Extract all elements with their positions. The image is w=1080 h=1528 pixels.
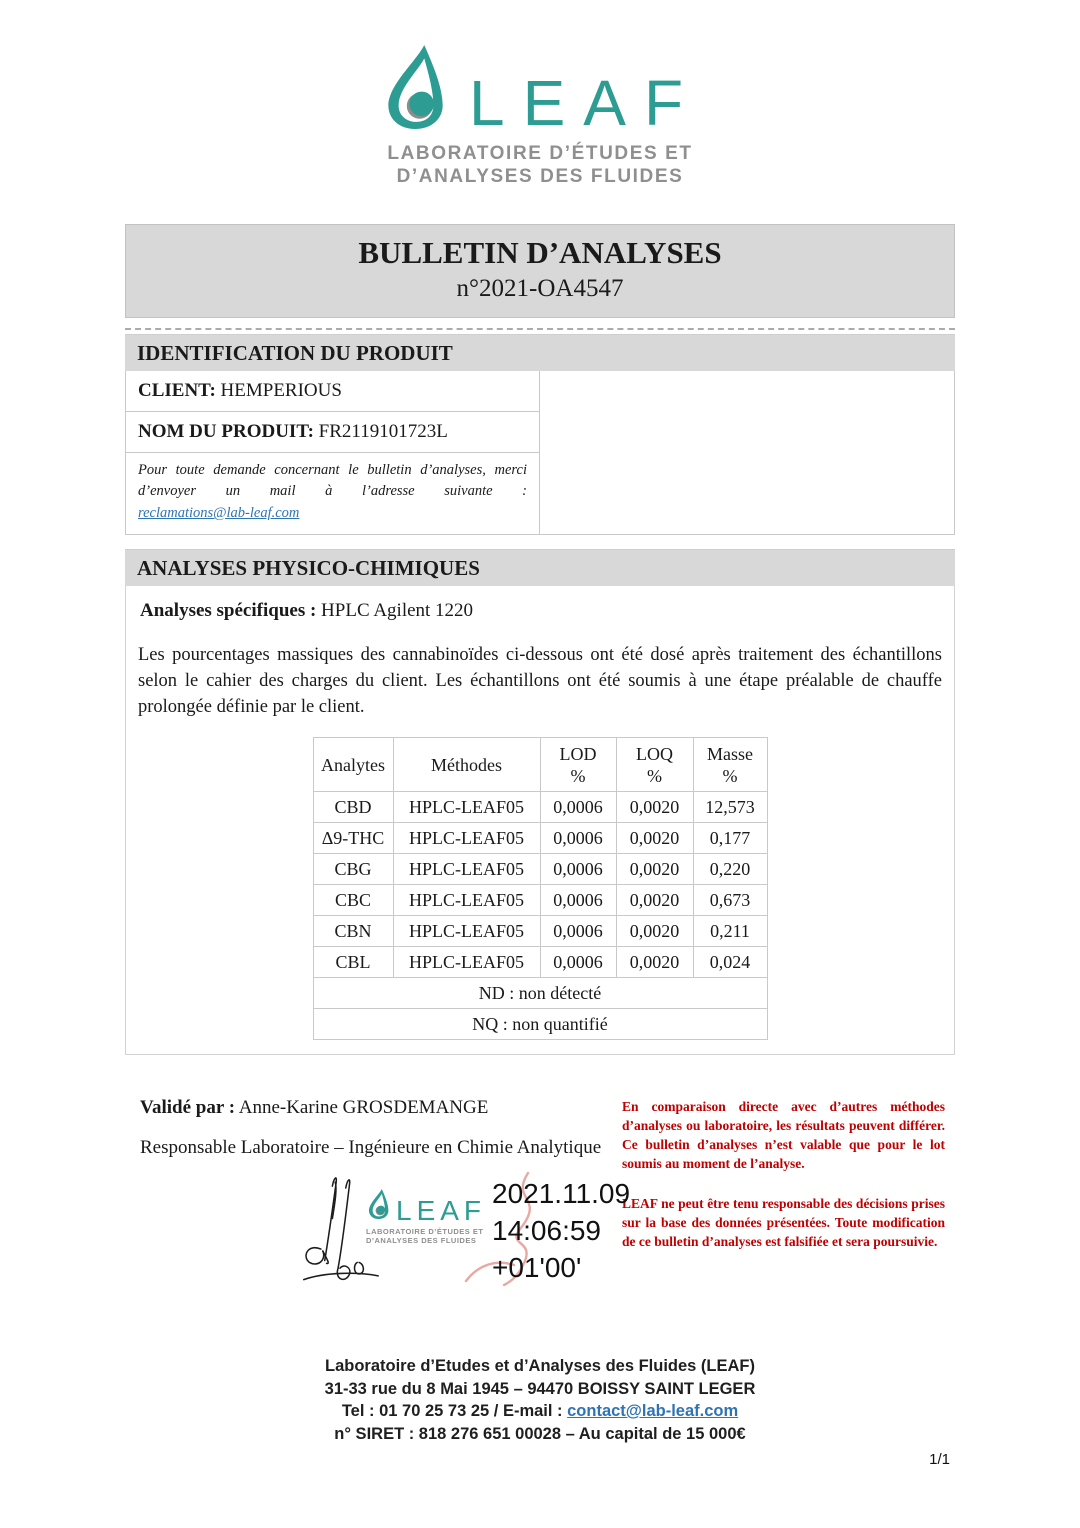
cell-lod: 0,0006: [540, 792, 616, 823]
footer-contact-line: [0, 1400, 1080, 1423]
cell-mass: 0,220: [693, 854, 767, 885]
cell-method: HPLC-LEAF05: [393, 823, 540, 854]
client-label: CLIENT:: [138, 380, 216, 401]
stamp-time: 14:06:59: [492, 1215, 601, 1246]
column-header-methodes: Méthodes: [393, 738, 540, 792]
specific-analyses-label: Analyses spécifiques :: [140, 600, 317, 621]
identification-left-column: [125, 371, 540, 535]
bulletin-title: BULLETIN D’ANALYSES: [358, 235, 722, 270]
cell-lod: 0,0006: [540, 885, 616, 916]
disclaimer-paragraph-2: LEAF ne peut être tenu responsable des décisions prises sur la base des données présentées. Toute modification de ce bulletin d’analyses est falsifiée et sera poursuivie.: [622, 1196, 945, 1249]
cell-mass: 0,177: [693, 823, 767, 854]
analyses-description: Les pourcentages massiques des cannabinoïdes ci-dessous ont été dosé après traitement des échantillons selon le cahier des charges du client. Les échantillons ont été soumis à une étape préalable de chauffe prolongée définie par le client.: [138, 645, 942, 717]
table-row-cbn: [313, 916, 767, 947]
column-header-lod: LOD %: [540, 738, 616, 792]
footer-address: 31-33 rue du 8 Mai 1945 – 94470 BOISSY SAINT LEGER: [324, 1379, 756, 1398]
cell-loq: 0,0020: [616, 792, 693, 823]
stamp-subtitle-line2: D’ANALYSES DES FLUIDES: [366, 1236, 477, 1245]
specific-analyses-line: [140, 600, 942, 622]
nq-note: NQ : non quantifié: [313, 1009, 767, 1040]
cell-mass: 0,211: [693, 916, 767, 947]
identification-right-column: [540, 371, 955, 535]
cell-lod: 0,0006: [540, 854, 616, 885]
validation-left: [125, 1097, 631, 1299]
table-note-nq: [313, 1009, 767, 1040]
cell-mass: 0,024: [693, 947, 767, 978]
validation-block: [125, 1097, 955, 1299]
product-name-row: [125, 412, 540, 453]
column-header-masse: Masse %: [693, 738, 767, 792]
stamp-leaf-drop-icon: [366, 1189, 391, 1224]
leaf-subtitle-line2: D’ANALYSES DES FLUIDES: [396, 166, 684, 187]
table-row-d9thc: [313, 823, 767, 854]
product-name-label: NOM DU PRODUIT:: [138, 421, 314, 442]
signature-stamp-area: [140, 1171, 631, 1299]
cell-analyte: CBD: [313, 792, 393, 823]
validated-by-name: Anne-Karine GROSDEMANGE: [238, 1097, 489, 1118]
table-row-cbd: [313, 792, 767, 823]
analyses-body: [125, 586, 955, 1055]
cell-analyte: CBN: [313, 916, 393, 947]
cell-method: HPLC-LEAF05: [393, 947, 540, 978]
cell-analyte: CBG: [313, 854, 393, 885]
column-header-loq: LOQ %: [616, 738, 693, 792]
identification-body: [125, 371, 955, 535]
table-row-cbl: [313, 947, 767, 978]
validated-by-line: [140, 1097, 610, 1119]
cell-mass: 0,673: [693, 885, 767, 916]
cell-method: HPLC-LEAF05: [393, 854, 540, 885]
contact-note-row: [125, 453, 540, 535]
disclaimer-block: [622, 1097, 945, 1299]
cell-method: HPLC-LEAF05: [393, 885, 540, 916]
leaf-logo: [125, 0, 955, 188]
cell-analyte: CBC: [313, 885, 393, 916]
identification-header: IDENTIFICATION DU PRODUIT: [125, 334, 955, 371]
column-header-analytes: Analytes: [313, 738, 393, 792]
bulletin-title-band: [125, 224, 955, 318]
reclamations-email-link[interactable]: reclamations@lab-leaf.com: [138, 505, 300, 521]
stamp-datetime: [492, 1175, 630, 1286]
table-row-cbg: [313, 854, 767, 885]
footer-tel: Tel : 01 70 25 73 25 / E-mail :: [341, 1402, 568, 1420]
cell-mass: 12,573: [693, 792, 767, 823]
contact-email-link[interactable]: contact@lab-leaf.com: [567, 1402, 739, 1420]
cell-lod: 0,0006: [540, 916, 616, 947]
footer: [0, 1355, 1080, 1445]
results-table-header-row: [313, 738, 767, 792]
cell-loq: 0,0020: [616, 885, 693, 916]
specific-analyses-value: HPLC Agilent 1220: [321, 600, 474, 621]
client-value: HEMPERIOUS: [220, 380, 342, 401]
table-row-cbc: [313, 885, 767, 916]
results-table: [313, 737, 768, 1040]
validated-by-label: Validé par :: [140, 1097, 236, 1118]
table-note-nd: [313, 978, 767, 1009]
product-name-value: FR2119101723L: [318, 421, 448, 442]
disclaimer-paragraph-1: En comparaison directe avec d’autres méthodes d’analyses ou laboratoire, les résultats peuvent différer. Ce bulletin d’analyses n’est valable que pour le lot soumis au moment de l’analyse.: [622, 1099, 945, 1171]
stamp-date: 2021.11.09: [492, 1178, 631, 1209]
cell-analyte: Δ9-THC: [313, 823, 393, 854]
cell-loq: 0,0020: [616, 916, 693, 947]
cell-lod: 0,0006: [540, 947, 616, 978]
stamp-timezone: +01'00': [492, 1252, 582, 1283]
leaf-brand-text: LEAF: [468, 67, 702, 139]
cell-lod: 0,0006: [540, 823, 616, 854]
nd-note: ND : non détecté: [313, 978, 767, 1009]
client-row: [125, 371, 540, 412]
identification-section: [125, 334, 955, 535]
cell-method: HPLC-LEAF05: [393, 792, 540, 823]
leaf-logo-top: [379, 48, 702, 139]
dashed-separator: [125, 328, 955, 330]
cell-loq: 0,0020: [616, 947, 693, 978]
analyses-header: ANALYSES PHYSICO-CHIMIQUES: [125, 549, 955, 586]
cell-loq: 0,0020: [616, 823, 693, 854]
footer-siret: n° SIRET : 818 276 651 00028 – Au capital de 15 000€: [334, 1424, 746, 1443]
leaf-drop-icon: [379, 45, 451, 134]
cell-method: HPLC-LEAF05: [393, 916, 540, 947]
cell-loq: 0,0020: [616, 854, 693, 885]
cell-analyte: CBL: [313, 947, 393, 978]
leaf-subtitle-line1: LABORATOIRE D’ÉTUDES ET: [387, 143, 693, 164]
stamp-brand-text: LEAF: [396, 1195, 487, 1226]
validator-role: Responsable Laboratoire – Ingénieure en Chimie Analytique: [140, 1137, 602, 1158]
bulletin-number: n°2021-OA4547: [456, 275, 624, 302]
page-number: 1/1: [929, 1451, 950, 1468]
analyses-section: [125, 549, 955, 1055]
footer-lab-name: Laboratoire d’Etudes et d’Analyses des Fluides (LEAF): [325, 1357, 755, 1375]
stamp-subtitle-line1: LABORATOIRE D’ÉTUDES ET: [366, 1227, 484, 1236]
contact-note-text: Pour toute demande concernant le bulletin d’analyses, merci d’envoyer un mail à l’adresse suivante :: [138, 462, 527, 499]
